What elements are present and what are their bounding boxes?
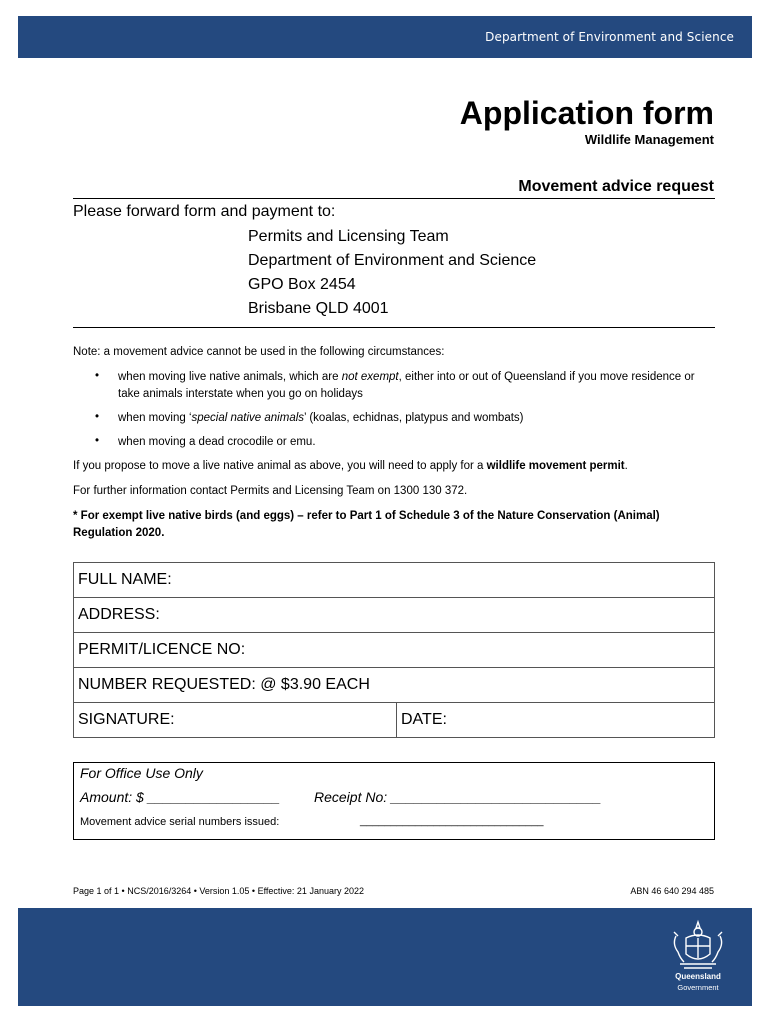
address-line: Department of Environment and Science: [248, 252, 537, 269]
address-line: Brisbane QLD 4001: [248, 300, 389, 317]
date-field[interactable]: DATE:: [397, 703, 715, 738]
number-requested-field[interactable]: NUMBER REQUESTED: @ $3.90 EACH: [74, 668, 715, 703]
coat-of-arms-icon: [666, 918, 730, 972]
contact-note: For further information contact Permits and Licensing Team on 1300 130 372.: [73, 485, 468, 497]
office-use-heading: For Office Use Only: [80, 765, 203, 781]
office-use-box: [73, 762, 715, 840]
address-line: Permits and Licensing Team: [248, 228, 449, 245]
serial-numbers-field: ______________________________: [360, 815, 544, 827]
page-subtitle: Wildlife Management: [584, 132, 714, 147]
permit-number-field[interactable]: PERMIT/LICENCE NO:: [74, 633, 715, 668]
note-bullet: when moving live native animals, which are not exempt, either into or out of Queensland if you move residence or take animals interstate when you go on holidays: [118, 371, 695, 400]
footer-band: [18, 908, 752, 1006]
receipt-field: Receipt No: ___________________________: [314, 789, 602, 805]
signature-field[interactable]: SIGNATURE:: [74, 703, 397, 738]
bullet-icon: •: [95, 370, 100, 382]
page-title: Application form: [459, 95, 714, 131]
amount-field: Amount: $ _________________: [80, 789, 281, 805]
forward-label: Please forward form and payment to:: [73, 203, 336, 220]
note-bullet: when moving a dead crocodile or emu.: [118, 436, 316, 448]
address-line: GPO Box 2454: [248, 276, 356, 293]
department-name: Department of Environment and Science: [485, 30, 734, 44]
footer-abn: ABN 46 640 294 485: [630, 886, 714, 896]
application-form-table: [73, 562, 715, 738]
footer-document-info: Page 1 of 1 • NCS/2016/3264 • Version 1.05 • Effective: 21 January 2022: [73, 886, 364, 896]
exempt-note: * For exempt live native birds (and eggs) – refer to Part 1 of Schedule 3 of the Nature Conservation (Animal) Regulation 2020.: [73, 510, 660, 539]
header-band: [18, 16, 752, 58]
logo-queensland: Queensland: [675, 972, 721, 981]
note-intro: Note: a movement advice cannot be used in the following circumstances:: [73, 346, 445, 358]
queensland-government-logo: [666, 918, 730, 998]
form-name: Movement advice request: [518, 178, 714, 195]
note-bullet: when moving ‘special native animals’ (koalas, echidnas, platypus and wombats): [118, 412, 524, 424]
logo-government: Government: [677, 983, 719, 992]
permit-note: If you propose to move a live native animal as above, you will need to apply for a wildlife movement permit.: [73, 460, 628, 472]
serial-numbers-label: Movement advice serial numbers issued:: [80, 816, 280, 828]
address-field[interactable]: ADDRESS:: [74, 598, 715, 633]
bullet-icon: •: [95, 435, 100, 447]
full-name-field[interactable]: FULL NAME:: [74, 563, 715, 598]
bullet-icon: •: [95, 411, 100, 423]
divider: [73, 198, 715, 199]
divider: [73, 327, 715, 328]
